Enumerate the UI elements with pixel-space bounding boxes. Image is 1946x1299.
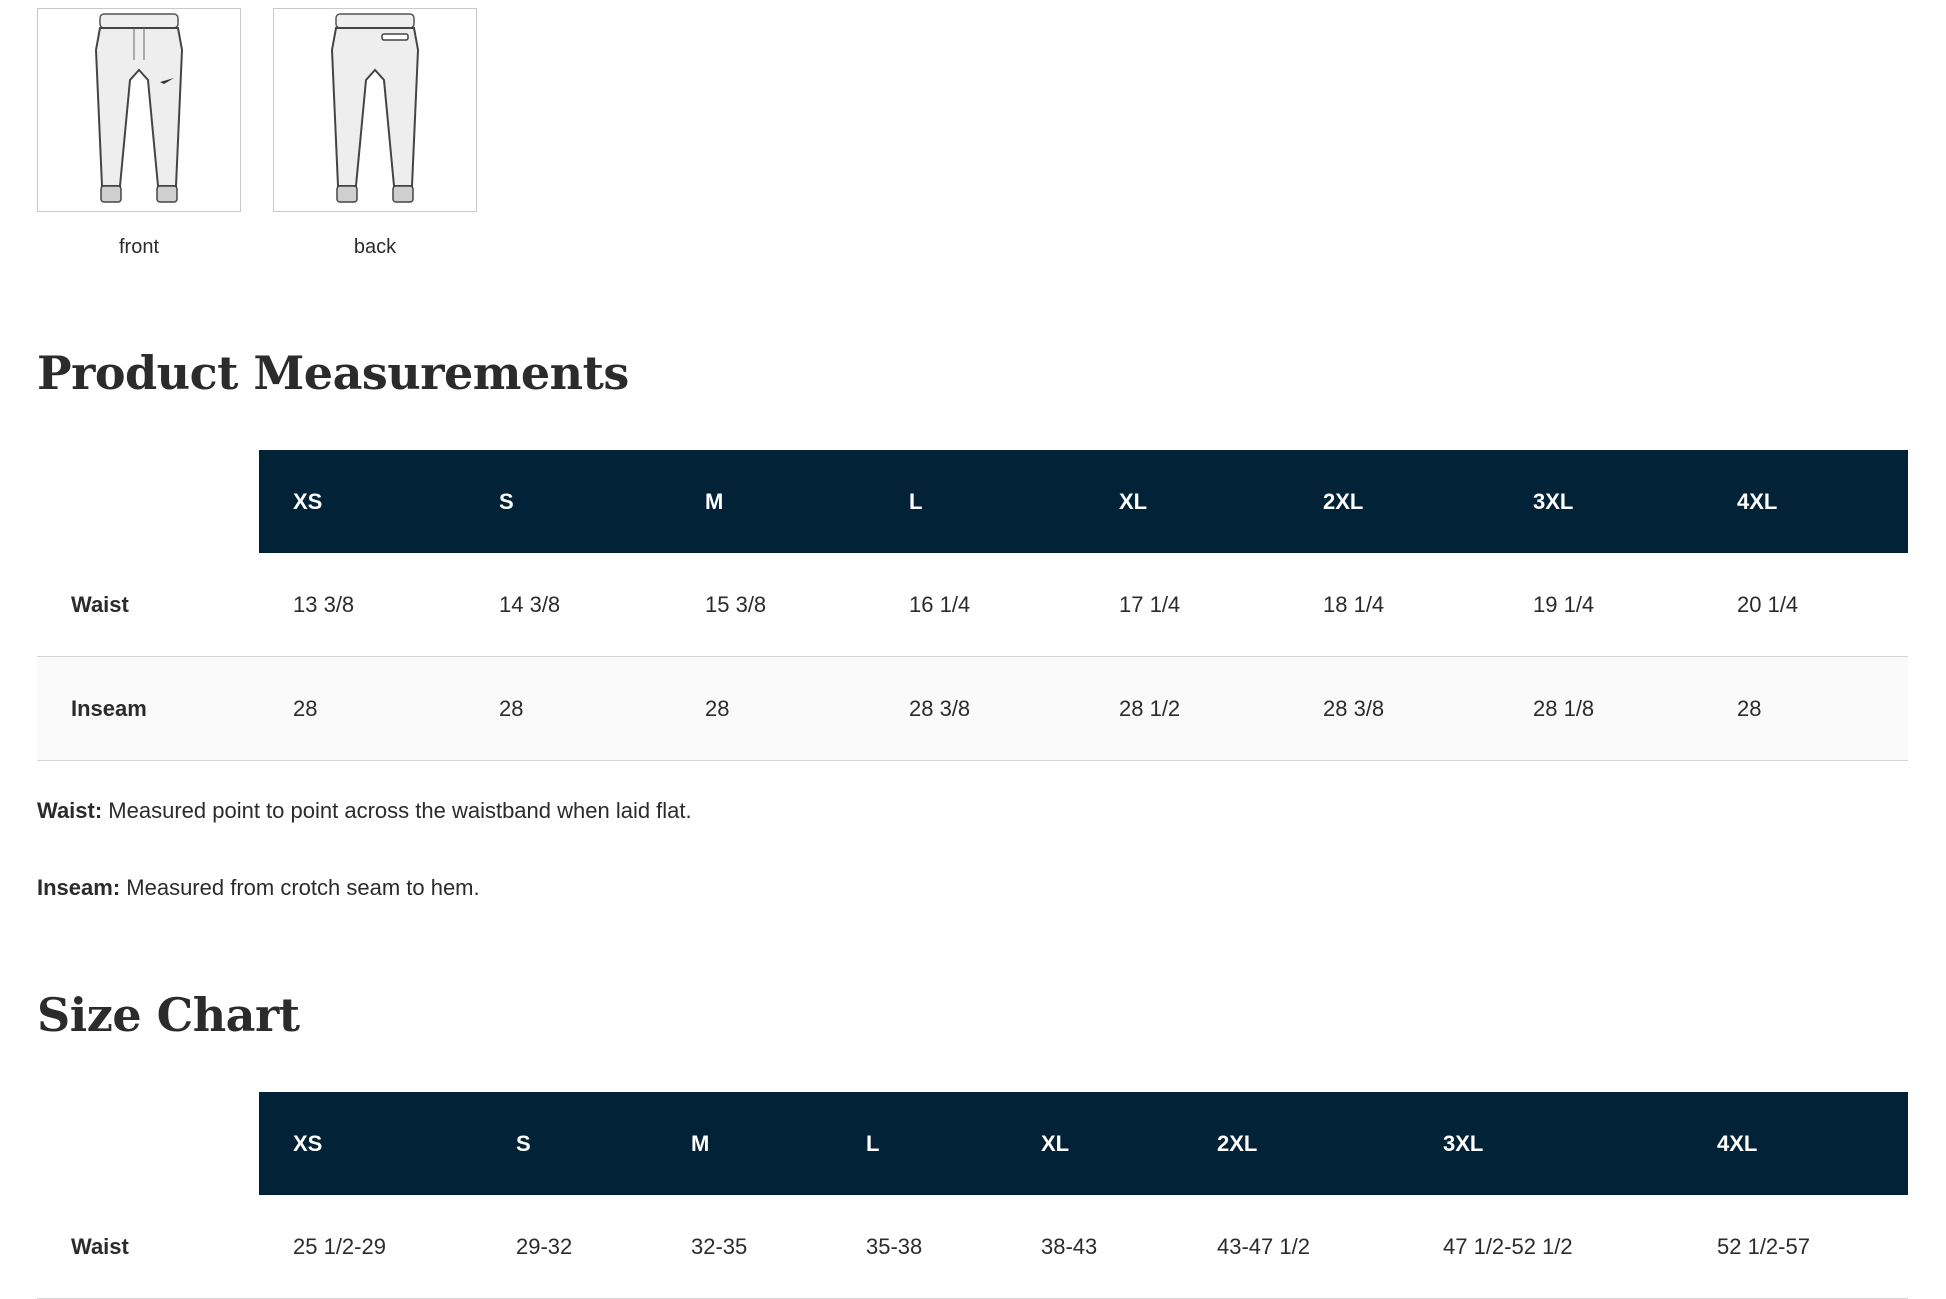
table-cell: 20 1/4: [1703, 553, 1908, 657]
product-image-gallery: [37, 8, 477, 259]
table-cell: 28 1/2: [1085, 657, 1289, 761]
front-view: [37, 8, 241, 259]
table-cell: 35-38: [832, 1195, 1007, 1299]
table-cell: 28: [671, 657, 875, 761]
size-header: L: [875, 450, 1085, 553]
front-thumbnail[interactable]: [37, 8, 241, 212]
note-term: Waist:: [37, 798, 103, 823]
table-cell: 25 1/2-29: [259, 1195, 482, 1299]
table-row: [37, 1195, 1908, 1299]
product-measurements-title: Product Measurements: [37, 346, 629, 400]
table-cell: 28 3/8: [875, 657, 1085, 761]
table-header-row: [37, 1092, 1908, 1195]
size-header: S: [482, 1092, 657, 1195]
table-cell: 13 3/8: [259, 553, 465, 657]
size-chart-table: [37, 1092, 1908, 1299]
size-header: XL: [1085, 450, 1289, 553]
table-cell: 18 1/4: [1289, 553, 1499, 657]
table-cell: 28 3/8: [1289, 657, 1499, 761]
size-header: L: [832, 1092, 1007, 1195]
note-text: Measured from crotch seam to hem.: [120, 875, 480, 900]
back-view: [273, 8, 477, 259]
size-header: S: [465, 450, 671, 553]
table-cell: 28 1/8: [1499, 657, 1703, 761]
table-cell: 28: [259, 657, 465, 761]
size-header: XS: [259, 450, 465, 553]
table-row: [37, 657, 1908, 761]
row-label: Waist: [37, 553, 259, 657]
table-cell: 28: [465, 657, 671, 761]
table-cell: 28: [1703, 657, 1908, 761]
table-cell: 52 1/2-57: [1683, 1195, 1908, 1299]
header-corner: [37, 1092, 259, 1195]
row-label: Waist: [37, 1195, 259, 1299]
size-header: 2XL: [1289, 450, 1499, 553]
pants-front-icon: [64, 10, 214, 210]
size-header: M: [671, 450, 875, 553]
table-cell: 38-43: [1007, 1195, 1183, 1299]
table-cell: 17 1/4: [1085, 553, 1289, 657]
thumbnail-caption: front: [118, 236, 160, 258]
size-chart-title: Size Chart: [37, 988, 300, 1042]
thumbnail-caption: back: [353, 236, 397, 258]
size-header: XL: [1007, 1092, 1183, 1195]
size-header: 4XL: [1683, 1092, 1908, 1195]
pants-back-icon: [300, 10, 450, 210]
size-header: 3XL: [1409, 1092, 1683, 1195]
note-text: Measured point to point across the waistband when laid flat.: [102, 798, 692, 823]
table-row: [37, 553, 1908, 657]
table-cell: 32-35: [657, 1195, 832, 1299]
product-measurements-table: [37, 450, 1908, 761]
size-header: 4XL: [1703, 450, 1908, 553]
table-cell: 47 1/2-52 1/2: [1409, 1195, 1683, 1299]
size-header: 2XL: [1183, 1092, 1409, 1195]
size-header: 3XL: [1499, 450, 1703, 553]
table-cell: 43-47 1/2: [1183, 1195, 1409, 1299]
table-header-row: [37, 450, 1908, 553]
table-cell: 15 3/8: [671, 553, 875, 657]
inseam-measurement-note: [37, 875, 480, 901]
table-cell: 29-32: [482, 1195, 657, 1299]
header-corner: [37, 450, 259, 553]
size-header: M: [657, 1092, 832, 1195]
back-thumbnail[interactable]: [273, 8, 477, 212]
note-term: Inseam:: [37, 875, 121, 900]
size-header: XS: [259, 1092, 482, 1195]
table-cell: 14 3/8: [465, 553, 671, 657]
table-cell: 16 1/4: [875, 553, 1085, 657]
waist-measurement-note: [37, 798, 692, 824]
table-cell: 19 1/4: [1499, 553, 1703, 657]
row-label: Inseam: [37, 657, 259, 761]
